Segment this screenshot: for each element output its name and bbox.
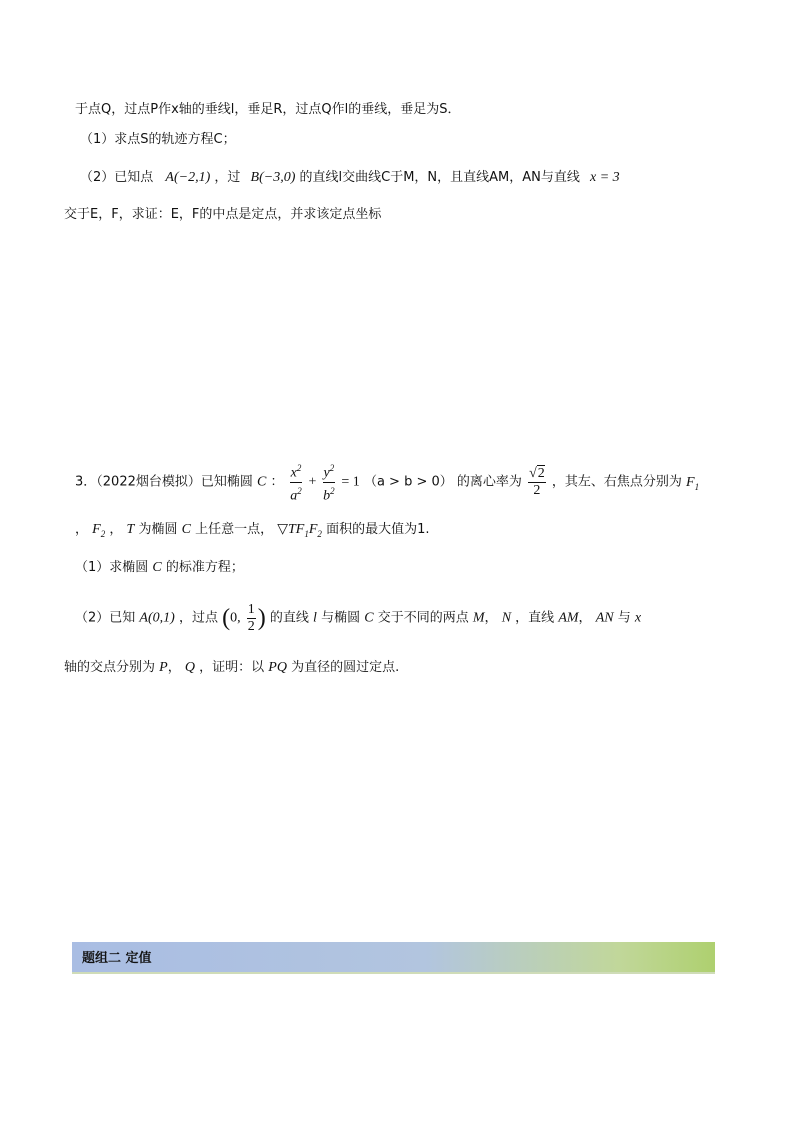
am: AM (558, 610, 579, 626)
ellipse-name: C (364, 610, 374, 626)
text: 的直线 (269, 610, 309, 626)
problem2-line1-text: 于点Q，过点P作x轴的垂线l，垂足R，过点Q作l的垂线，垂足为S． (75, 102, 461, 117)
condition: （a > b > 0） (363, 474, 453, 490)
point-a: A(0,1) (139, 610, 175, 626)
f2: $F_2$ (92, 522, 106, 539)
text: 的直线l交曲线C于M，N，且直线AM，AN与直线 (299, 170, 580, 185)
text: 面积的最大值为1. (326, 522, 430, 537)
problem3-line1: 3．（2022烟台模拟）已知椭圆 C ： $\frac{x^2}{a^2}$ + $\frac{y^2}{b^2}$ = 1 （a > b > 0） 的离心率为 $\frac{√2}{2}$ ，其左、右焦点分别为 $F_1$ (75, 460, 699, 506)
problem2-part1-text: （1）求点S的轨迹方程C； (80, 132, 236, 147)
problem3-intro: 3．（2022烟台模拟）已知椭圆 (75, 474, 253, 490)
text: 与椭圆 (321, 610, 361, 626)
text: ，过点 (178, 610, 218, 626)
f1: $F_1$ (686, 474, 700, 492)
problem2-part2-cont (64, 205, 381, 225)
text: 交于E，F，求证：E，F的中点是定点，并求该定点坐标 (64, 207, 382, 222)
ellipse-name: C (152, 560, 162, 575)
text: 上任意一点， (195, 522, 274, 537)
text: 轴的交点分别为 (64, 660, 156, 675)
eccentricity-fraction: $\frac{√2}{2}$ (529, 466, 545, 499)
problem2-line1 (75, 100, 461, 120)
problem2-part1 (80, 130, 236, 150)
ellipse-name: C (181, 522, 191, 537)
line-x3: x = 3 (590, 170, 620, 185)
fraction-x2-a2: $\frac{x^2}{a^2}$ (290, 460, 303, 504)
n: N (501, 610, 512, 626)
m: M (472, 610, 485, 626)
q: Q (184, 660, 195, 675)
text: 的离心率为 (456, 474, 522, 490)
text: ， (109, 522, 123, 537)
problem3-part1 (75, 558, 244, 578)
p: P (159, 660, 168, 675)
text: ，其左、右焦点分别为 (551, 474, 682, 490)
text: 的标准方程； (165, 560, 244, 575)
t: T (126, 522, 135, 537)
text: （1）求椭圆 (75, 560, 149, 575)
section-banner (72, 942, 715, 974)
text: ，直线 (515, 610, 555, 626)
problem2-part2 (80, 168, 620, 188)
problem3-line-last: 轴的交点分别为 P， Q ，证明：以 PQ 为直径的圆过定点. (64, 660, 400, 675)
text: （2）已知 (75, 610, 136, 626)
text: 交于不同的两点 (377, 610, 469, 626)
text: ，过 (214, 170, 241, 185)
x: x (634, 610, 642, 626)
pq: PQ (268, 660, 287, 675)
text: （2）已知点 (80, 170, 154, 185)
text: 为直径的圆过定点. (291, 660, 400, 675)
section-title: 题组二 定值 (82, 951, 152, 966)
text: ： (270, 474, 284, 490)
fraction-y2-b2: $\frac{y^2}{b^2}$ (323, 460, 336, 504)
text: 为椭圆 (138, 522, 178, 537)
text: 与 (617, 610, 631, 626)
equation-rhs: = 1 (341, 474, 360, 490)
text: ， (75, 522, 89, 537)
fraction-one-half: $\frac{1}{2}$ (247, 601, 255, 634)
problem3-part2: （2）已知 A(0,1) ，过点 (0, $\frac{1}{2}$ ) 的直线 l 与椭圆 C 交于不同的两点 M， N ，直线 AM， AN 与 x (75, 601, 642, 634)
problem3-line2 (75, 520, 429, 544)
point-b: B(−3,0) (250, 170, 296, 185)
point-a: A(−2,1) (165, 170, 211, 185)
ellipse-name: C (257, 474, 267, 490)
an: AN (595, 610, 614, 626)
triangle-tf1f2: $▽TF_1F_2$ (277, 522, 322, 539)
text: ，证明：以 (199, 660, 265, 675)
